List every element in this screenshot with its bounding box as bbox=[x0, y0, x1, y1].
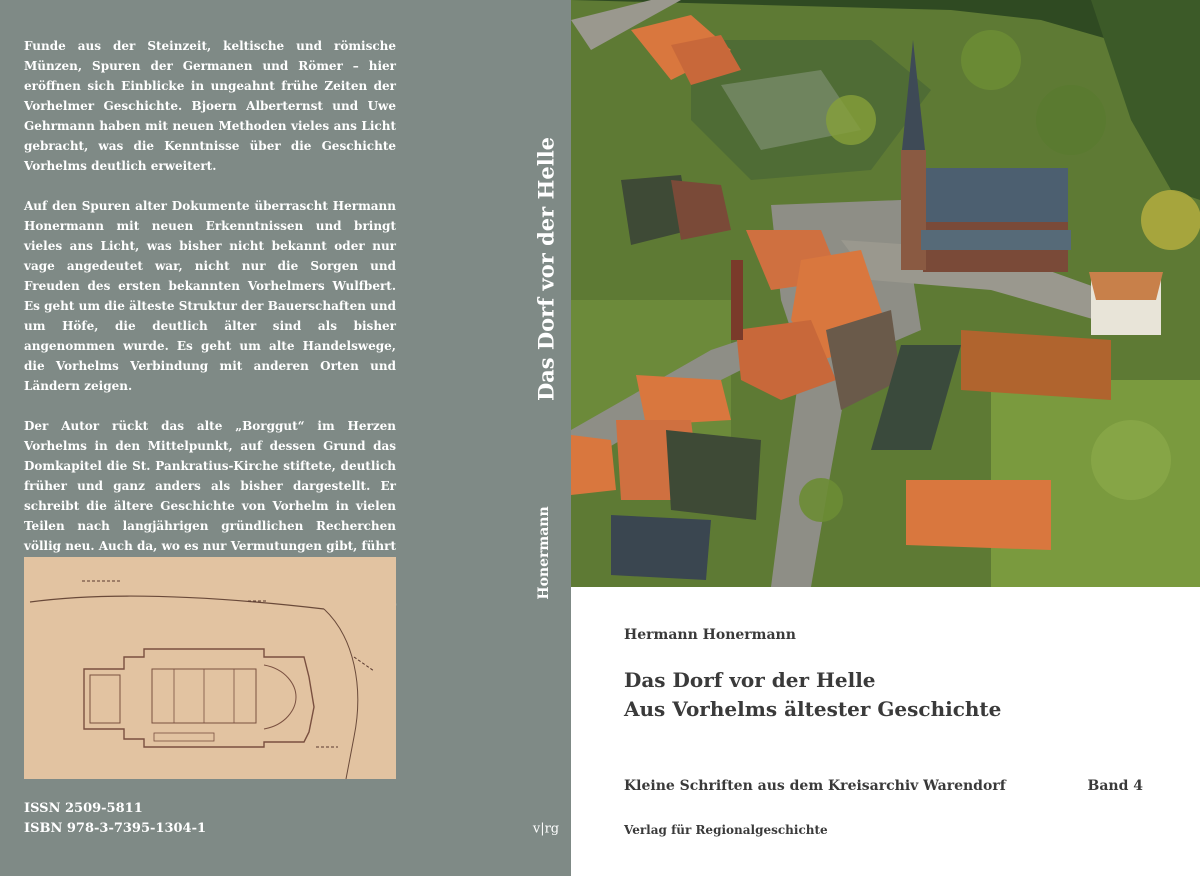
isbn-number: ISBN 978-3-7395-1304-1 bbox=[24, 821, 207, 836]
issn-isbn-block bbox=[24, 799, 206, 839]
volume-number: Band 4 bbox=[1087, 778, 1143, 794]
blurb-paragraph-3: Der Autor rückt das alte „Borggut“ im Herzen Vorhelms in den Mittelpunkt, auf dessen Grund das Domkapitel die St. Pankratius-Kirche stiftete, deutlich früher und ganz anders als bisher dargestellt. Er schreibt die ältere Geschichte von Vorhelm in vielen Teilen nach langjährigen gründlichen Recherchen völlig neu. Auch da, wo es nur Vermutungen gibt, führt bbox=[24, 419, 396, 553]
blurb-paragraph-1: Funde aus der Steinzeit, keltische und römische Münzen, Spuren der Germanen und Römer – hier eröffnen sich Einblicke in ungeahnt frühe Zeiten der Vorhelmer Geschichte. Bjoern Alberternst und Uwe Gehrmann haben mit neuen Methoden vieles ans Licht gebracht, was die Kenntnisse über die Geschichte Vorhelms deutlich erweitert. bbox=[24, 39, 396, 173]
series-name: Kleine Schriften aus dem Kreisarchiv Warendorf bbox=[624, 778, 1006, 794]
spine-author: Honermann bbox=[536, 506, 552, 600]
blurb-paragraph-2: Auf den Spuren alter Dokumente überrascht Hermann Honermann mit neuen Erkenntnissen und bringt vieles ans Licht, was bisher nicht bekannt oder nur vage angedeutet war, nicht nur die Sorgen und Freuden des ersten bekannten Vorhelmers Wulfbert. Es geht um die älteste Struktur der Bauerschaften und um Höfe, die deutlich älter sind als bisher angenommen wurde. Es geht um alte Handelswege, die Vorhelms Verbindung mit anderen Orten und Ländern zeigen. bbox=[24, 199, 396, 393]
back-cover bbox=[0, 0, 505, 876]
front-cover bbox=[571, 0, 1200, 876]
church-floor-plan-image bbox=[24, 557, 396, 779]
aerial-village-photo bbox=[571, 0, 1200, 587]
front-title bbox=[624, 666, 1001, 724]
front-author: Hermann Honermann bbox=[624, 627, 796, 643]
publisher-logo: v|rg bbox=[532, 821, 560, 837]
front-title-line-2: Aus Vorhelms ältester Geschichte bbox=[624, 697, 1002, 721]
spine-title: Das Dorf vor der Helle bbox=[533, 136, 559, 402]
front-title-line-1: Das Dorf vor der Helle bbox=[624, 668, 876, 692]
spine bbox=[505, 0, 571, 876]
publisher-name: Verlag für Regionalgeschichte bbox=[624, 823, 828, 837]
issn-number: ISSN 2509-5811 bbox=[24, 801, 143, 816]
